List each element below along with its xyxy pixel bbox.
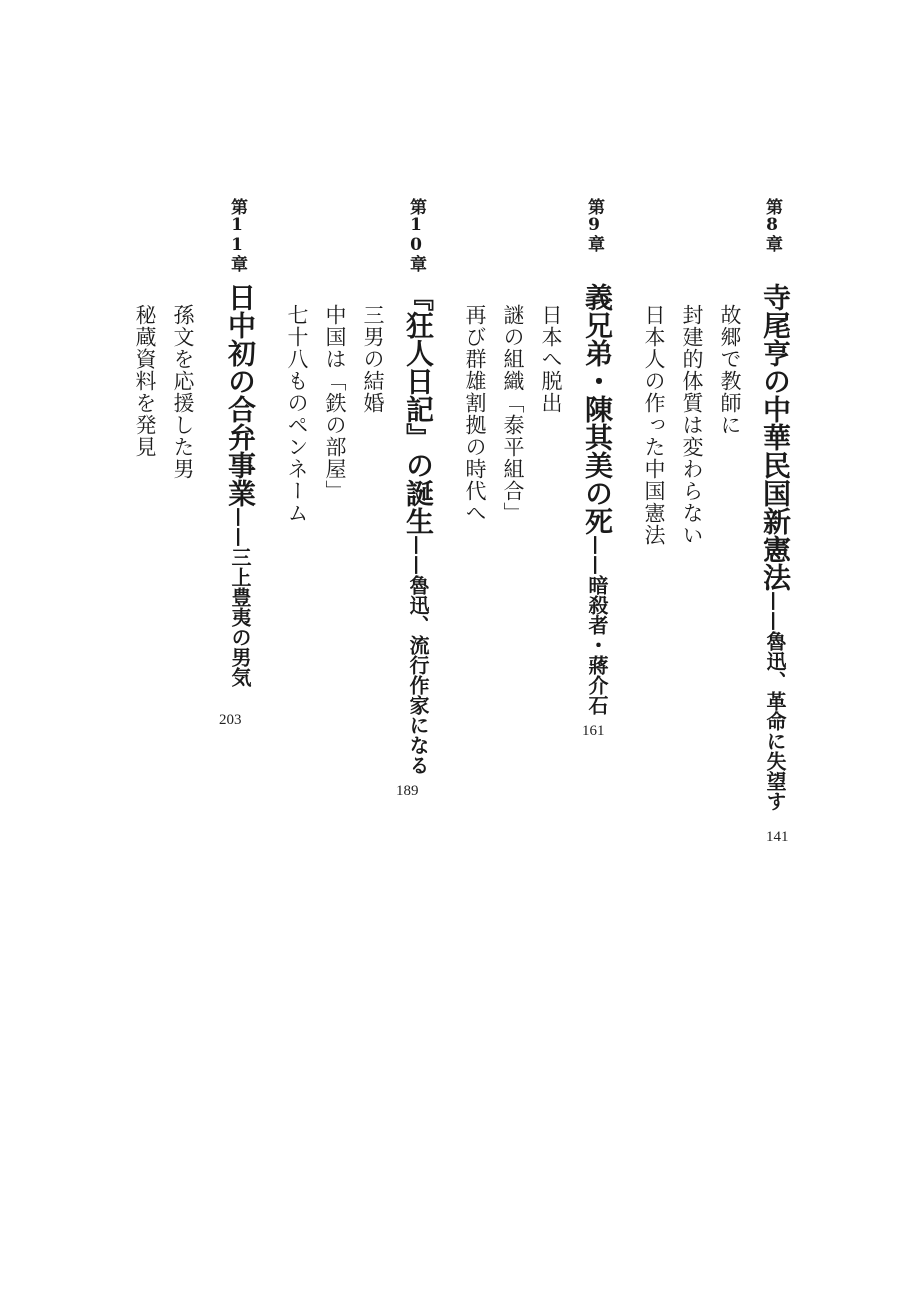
chapter-8-heading[interactable] — [759, 283, 791, 811]
chapter-10-subtitle: ——魯迅、流行作家になる — [406, 535, 430, 775]
chapter-8-label: 第8章 — [762, 198, 782, 252]
chapter-9-section-2[interactable]: 謎の組織「泰平組合」 — [501, 304, 525, 524]
chapter-9-section-3[interactable]: 再び群雄割拠の時代へ — [463, 304, 487, 524]
chapter-10-section-3[interactable]: 七十八ものペンネーム — [285, 304, 309, 524]
chapter-8-page-number: 141 — [766, 829, 789, 845]
chapter-10-page-number: 189 — [396, 783, 419, 799]
chapter-10-section-2[interactable]: 中国は「鉄の部屋」 — [323, 304, 347, 502]
chapter-10-heading[interactable] — [402, 283, 434, 775]
chapter-9-title: 義兄弟・陳其美の死 — [581, 283, 614, 535]
chapter-9-page-number: 161 — [582, 723, 605, 739]
chapter-11-heading[interactable] — [224, 283, 256, 687]
chapter-9-heading[interactable] — [581, 283, 613, 715]
chapter-11-section-1[interactable]: 孫文を応援した男 — [171, 304, 195, 480]
chapter-11-label: 第11章 — [227, 198, 247, 272]
chapter-11-section-2[interactable]: 秘蔵資料を発見 — [133, 304, 157, 458]
chapter-8-title: 寺尾亨の中華民国新憲法 — [759, 283, 792, 591]
chapter-9-label: 第9章 — [584, 198, 604, 252]
chapter-10-section-1[interactable]: 三男の結婚 — [361, 304, 385, 414]
chapter-11-title: 日中初の合弁事業 — [224, 283, 257, 507]
chapter-8-section-1[interactable]: 故郷で教師に — [718, 304, 742, 436]
chapter-8-section-2[interactable]: 封建的体質は変わらない — [680, 304, 704, 546]
chapter-9-section-1[interactable]: 日本へ脱出 — [539, 304, 563, 414]
chapter-11-subtitle: ——三上豊夷の男気 — [228, 507, 252, 687]
chapter-8-section-3[interactable]: 日本人の作った中国憲法 — [642, 304, 666, 546]
chapter-9-subtitle: ——暗殺者・蔣介石 — [585, 535, 609, 715]
chapter-11-page-number: 203 — [219, 712, 242, 728]
chapter-10-label: 第10章 — [406, 198, 426, 272]
chapter-10-title: 『狂人日記』の誕生 — [402, 283, 435, 535]
chapter-8-subtitle: ——魯迅、革命に失望す — [763, 591, 787, 811]
